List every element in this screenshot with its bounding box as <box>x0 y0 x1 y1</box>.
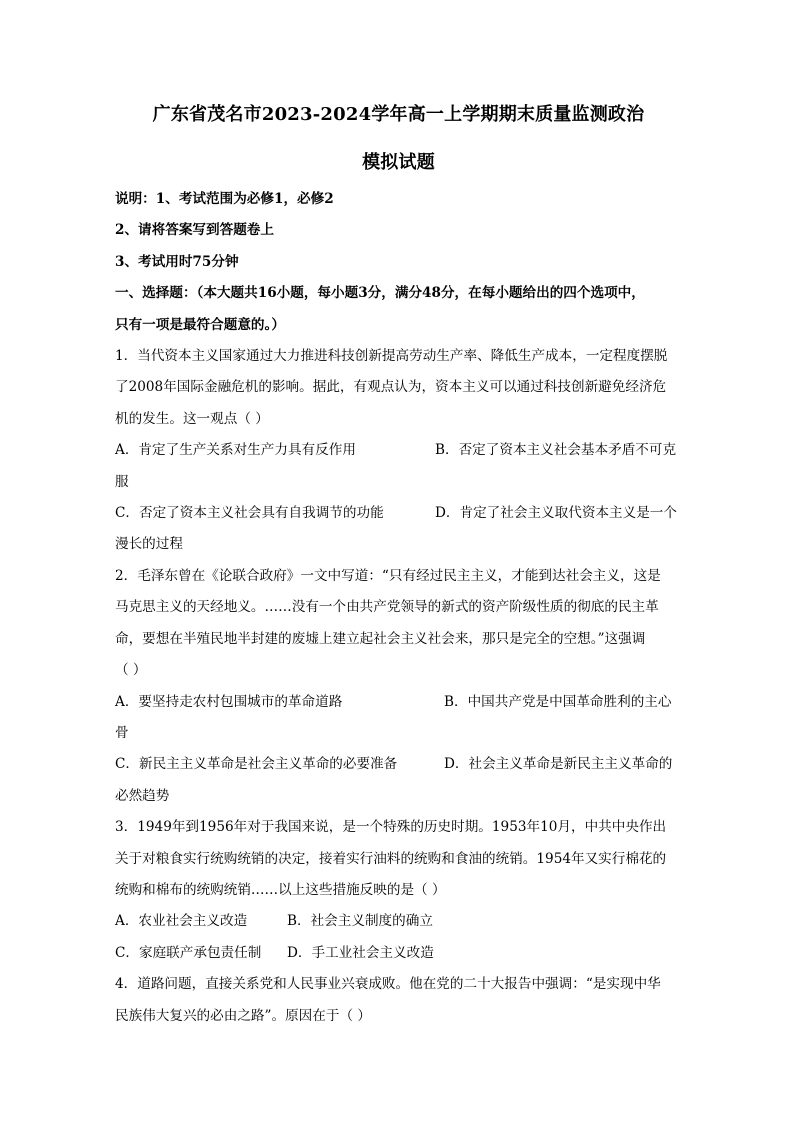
section-heading-cont: 只有一项是最符合题意的。） <box>115 316 285 333</box>
question-stem: 马克思主义的天经地义。……没有一个由共产党领导的新式的资产阶级性质的彻底的民主革 <box>115 599 659 616</box>
option-b[interactable]: B．否定了资本主义社会基本矛盾不可克 <box>435 442 677 459</box>
note-2: 2、请将答案写到答题卷上 <box>115 222 274 239</box>
option-row <box>115 435 682 466</box>
exam-title-line2: 模拟试题 <box>362 152 435 173</box>
question-3 <box>115 812 682 969</box>
option-row <box>115 687 682 718</box>
note-1: 说明：1、考试范围为必修1，必修2 <box>115 191 334 207</box>
section-heading: 一、选择题：（本大题共16小题，每小题3分，满分48分，在每小题给出的四个选项中， <box>115 285 645 302</box>
option-b-cont: 服 <box>115 473 129 490</box>
option-d-cont: 必然趋势 <box>115 787 170 804</box>
question-1 <box>115 341 682 561</box>
question-stem: 命，要想在半殖民地半封建的废墟上建立起社会主义社会来，那只是完全的空想。”这强调 <box>115 630 646 647</box>
question-stem: 关于对粮食实行统购统销的决定，接着实行油料的统购和食油的统销。1954年又实行棉花的 <box>115 850 667 867</box>
note-3: 3、考试用时75分钟 <box>115 253 239 270</box>
question-stem: 机的发生。这一观点（ ） <box>115 410 269 427</box>
question-stem: 3．1949年到1956年对于我国来说，是一个特殊的历史时期。1953年10月，中共中央作出 <box>115 819 667 836</box>
question-stem: 2．毛泽东曾在《论联合政府》一文中写道：“只有经过民主主义，才能到达社会主义，这是 <box>115 567 661 584</box>
option-row <box>115 938 682 969</box>
option-d[interactable]: D．肯定了社会主义取代资本主义是一个 <box>435 505 677 522</box>
option-c[interactable]: C．新民主主义革命是社会主义革命的必要准备 <box>115 756 398 773</box>
option-d-cont: 漫长的过程 <box>115 536 183 553</box>
option-row <box>115 906 682 937</box>
option-row <box>115 749 682 780</box>
option-a[interactable]: A．要坚持走农村包围城市的革命道路 <box>115 693 343 710</box>
question-stem: 1．当代资本主义国家通过大力推进科技创新提高劳动生产率、降低生产成本，一定程度摆脱 <box>115 348 668 365</box>
option-b[interactable]: B．社会主义制度的确立 <box>287 913 433 930</box>
exam-title-line1: 广东省茂名市2023-2024学年高一上学期期末质量监测政治 <box>152 104 645 125</box>
question-stem: 民族伟大复兴的必由之路”。原因在于（ ） <box>115 1007 371 1024</box>
option-d[interactable]: D．社会主义革命是新民主主义革命的 <box>444 756 673 773</box>
option-b[interactable]: B．中国共产党是中国革命胜利的主心 <box>444 693 672 710</box>
option-a[interactable]: A．农业社会主义改造 <box>115 913 248 930</box>
option-d[interactable]: D．手工业社会主义改造 <box>287 944 434 961</box>
question-stem: 4．道路问题，直接关系党和人民事业兴衰成败。他在党的二十大报告中强调：“是实现中华 <box>115 976 661 993</box>
question-stem: （ ） <box>115 662 147 679</box>
option-b-cont: 骨 <box>115 724 129 741</box>
option-c[interactable]: C．家庭联产承包责任制 <box>115 944 262 961</box>
question-2 <box>115 561 682 812</box>
question-4 <box>115 969 682 1032</box>
question-stem: 统购和棉布的统购统销……以上这些措施反映的是（ ） <box>115 881 446 898</box>
question-stem: 了2008年国际金融危机的影响。据此，有观点认为，资本主义可以通过科技创新避免经济危 <box>115 379 667 396</box>
option-row <box>115 498 682 529</box>
option-c[interactable]: C．否定了资本主义社会具有自我调节的功能 <box>115 505 384 522</box>
option-a[interactable]: A．肯定了生产关系对生产力具有反作用 <box>115 442 356 459</box>
